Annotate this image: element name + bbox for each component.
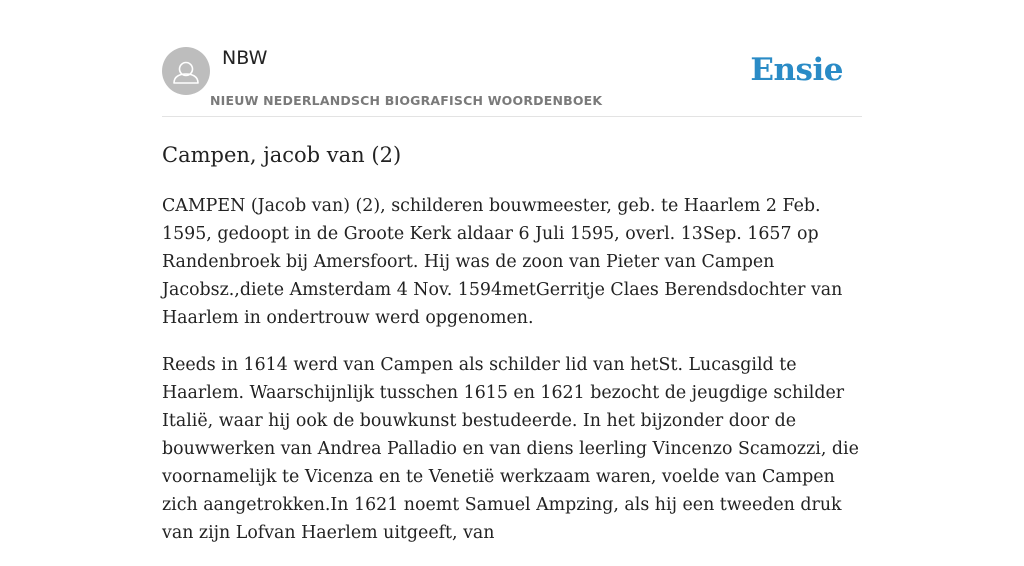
article-body	[162, 192, 862, 566]
source-full-name: NIEUW NEDERLANDSCH BIOGRAFISCH WOORDENBOEK	[210, 93, 603, 108]
page-title: Campen, jacob van (2)	[162, 143, 402, 167]
ensie-logo[interactable]: Ensie	[750, 52, 843, 88]
source-name[interactable]: NBW	[222, 47, 268, 69]
source-header	[162, 46, 862, 117]
article-paragraph: Reeds in 1614 werd van Campen als schilder lid van hetSt. Lucasgild te Haarlem. Waarschijnlijk tusschen 1615 en 1621 bezocht de jeugdige schilder Italië, waar hij ook de bouwkunst bestudeerde. In het bijzonder door de bouwwerken van Andrea Palladio en van diens leerling Vincenzo Scamozzi, die voornamelijk te Vicenza en te Venetië werkzaam waren, voelde van Campen zich aangetrokken.In 1621 noemt Samuel Ampzing, als hij een tweeden druk van zijn Lofvan Haerlem uitgeeft, van	[162, 355, 859, 543]
user-silhouette-icon	[162, 47, 210, 95]
avatar	[162, 47, 210, 95]
article-paragraph: CAMPEN (Jacob van) (2), schilderen bouwmeester, geb. te Haarlem 2 Feb. 1595, gedoopt in de Groote Kerk aldaar 6 Juli 1595, overl. 13Sep. 1657 op Randenbroek bij Amersfoort. Hij was de zoon van Pieter van Campen Jacobsz.,diete Amsterdam 4 Nov. 1594metGerritje Claes Berendsdochter van Haarlem in ondertrouw werd opgenomen.	[162, 196, 843, 328]
